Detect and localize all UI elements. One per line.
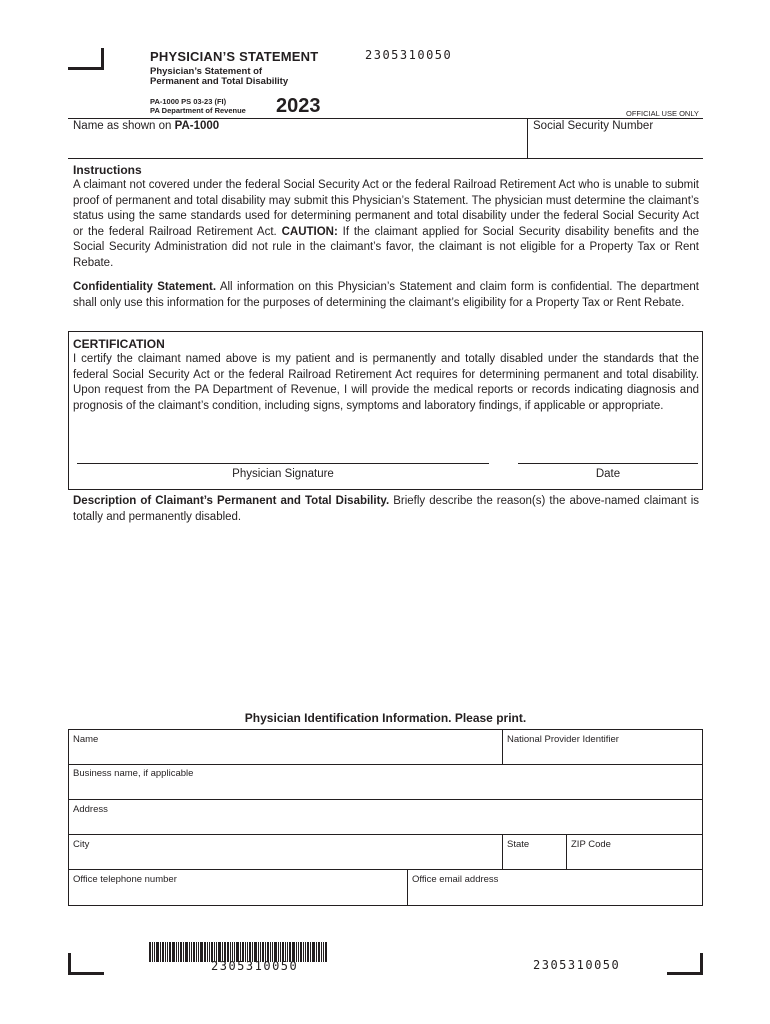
barcode-bar xyxy=(312,942,315,962)
barcode-bar xyxy=(323,942,324,962)
date-label: Date xyxy=(595,468,621,480)
row-rule-3 xyxy=(68,834,703,835)
barcode-bar xyxy=(160,942,161,962)
signature-line[interactable] xyxy=(77,463,489,464)
claimant-name-field[interactable] xyxy=(73,120,523,156)
barcode-bar xyxy=(178,942,179,962)
row-rule-2 xyxy=(68,799,703,800)
barcode-bar xyxy=(310,942,311,962)
description-label: Description of Claimant’s Permanent and Total Disability. xyxy=(73,495,390,507)
physician-name-field[interactable] xyxy=(73,734,498,762)
row-rule-1 xyxy=(68,764,703,765)
barcode-bar xyxy=(193,942,195,962)
claimant-row-bottom-rule xyxy=(68,158,703,159)
instructions-text: A claimant not covered under the federal Social Security Act or the federal Railroad Retirement Act who is unable to submit proof of permanent and total disability may submit this Physician’s Statement. The physician must determine the claimant’s status using the same standards used for determining permanent and total disability under the federal Social Security Act or the federal Railroad Retirement Act. xyxy=(73,179,699,238)
claimant-name-label-prefix: Name as shown on xyxy=(73,120,172,132)
certification-heading: CERTIFICATION xyxy=(73,337,165,351)
form-subtitle-line2: Permanent and Total Disability xyxy=(150,76,289,87)
office-phone-label: Office telephone number xyxy=(73,874,177,885)
registration-mark-top-left xyxy=(68,48,104,70)
caution-text: If the claimant applied for Social Security disability benefits and the Social Security Administration did not rule in the claimant’s favor, the claimant is not eligible for a Property Tax or Rent Rebate. xyxy=(73,225,699,269)
certification-body: I certify the claimant named above is my patient and is permanently and totally disabled under the standards that the federal Social Security Act or the federal Railroad Retirement Act requires for determining permanent and total disability. Upon request from the PA Department of Revenue, I will provide the medical reports or records indicating diagnosis and prognosis of the claimant’s condition, including signs, symptoms and laboratory findings, if applicable or appropriate. xyxy=(73,353,699,412)
description-text: Briefly describe the reason(s) the above-named claimant is totally and permanently disabled. xyxy=(73,495,699,523)
description-text-area[interactable] xyxy=(73,530,699,700)
confidentiality-text: All information on this Physician’s Statement and claim form is confidential. The department shall only use this information for the purposes of determining the claimant’s eligibility for a Property Tax or Rent Rebate. xyxy=(73,281,700,309)
npi-label: National Provider Identifier xyxy=(507,734,619,745)
barcode-bar xyxy=(316,942,317,962)
claimant-row-top-rule xyxy=(68,118,703,119)
barcode-bar xyxy=(191,942,192,962)
barcode-bar xyxy=(167,942,168,962)
claimant-name-label-form: PA-1000 xyxy=(174,120,220,132)
barcode-bar xyxy=(180,942,182,962)
scan-code-top: 2305310050 xyxy=(365,48,453,62)
state-zip-divider xyxy=(566,834,567,870)
registration-mark-bottom-right xyxy=(667,953,703,975)
office-email-field[interactable] xyxy=(412,874,699,902)
barcode-bar xyxy=(169,942,171,962)
scan-code-bottom: 2305310050 xyxy=(533,958,621,972)
registration-mark-bottom-left xyxy=(68,953,104,975)
state-label: State xyxy=(507,839,530,850)
barcode-bar xyxy=(300,942,302,962)
barcode-bar xyxy=(303,942,304,962)
department-name: PA Department of Revenue xyxy=(150,106,246,115)
barcode-bar xyxy=(185,942,188,962)
date-line[interactable] xyxy=(518,463,698,464)
form-title: PHYSICIAN’S STATEMENT xyxy=(150,49,319,64)
barcode-bar xyxy=(200,942,203,962)
address-field[interactable] xyxy=(73,804,699,832)
barcode-bar xyxy=(196,942,197,962)
form-id: PA-1000 PS 03-23 (FI) xyxy=(150,97,227,106)
barcode-bar xyxy=(305,942,306,962)
row-rule-4 xyxy=(68,869,703,870)
instructions-body xyxy=(73,178,699,272)
barcode-bar xyxy=(189,942,190,962)
barcode-text: 2305310050 xyxy=(211,959,299,973)
city-state-divider xyxy=(502,834,503,870)
barcode-bar xyxy=(207,942,208,962)
zip-code-label: ZIP Code xyxy=(571,839,611,850)
barcode-bar xyxy=(176,942,177,962)
claimant-ssn-label: Social Security Number xyxy=(533,120,654,132)
business-name-label: Business name, if applicable xyxy=(73,768,194,779)
barcode-bar xyxy=(183,942,184,962)
barcode-bar xyxy=(154,942,155,962)
barcode-bar xyxy=(156,942,159,962)
barcode-bar xyxy=(198,942,199,962)
physician-name-label: Name xyxy=(73,734,99,745)
tax-year: 2023 xyxy=(276,95,321,117)
barcode-bar xyxy=(149,942,151,962)
barcode-bar xyxy=(318,942,320,962)
barcode-bar xyxy=(307,942,309,962)
address-label: Address xyxy=(73,804,108,815)
claimant-ssn-field[interactable] xyxy=(533,120,701,156)
form-subtitle-line1: Physician’s Statement of xyxy=(150,66,263,77)
barcode-bar xyxy=(152,942,153,962)
phone-email-divider xyxy=(407,869,408,906)
office-phone-field[interactable] xyxy=(73,874,403,902)
npi-field[interactable] xyxy=(507,734,699,762)
business-name-field[interactable] xyxy=(73,768,699,796)
barcode-bar xyxy=(172,942,175,962)
disability-description xyxy=(73,494,699,525)
state-field[interactable] xyxy=(507,839,563,867)
confidentiality-label: Confidentiality Statement. xyxy=(73,281,217,293)
barcode-bar xyxy=(162,942,164,962)
city-label: City xyxy=(73,839,90,850)
barcode-bar xyxy=(325,942,327,962)
caution-label: CAUTION: xyxy=(281,225,338,238)
claimant-row-divider xyxy=(527,118,528,159)
instructions-heading: Instructions xyxy=(73,163,142,177)
zip-code-field[interactable] xyxy=(571,839,699,867)
barcode-bar xyxy=(165,942,166,962)
barcode-bar xyxy=(209,942,210,962)
barcode-bar xyxy=(204,942,206,962)
office-email-label: Office email address xyxy=(412,874,499,885)
official-use-label: OFFICIAL USE ONLY xyxy=(626,109,699,118)
confidentiality-statement xyxy=(73,280,699,311)
barcode-bar xyxy=(321,942,322,962)
physician-info-heading: Physician Identification Information. Please print. xyxy=(244,711,527,725)
name-npi-divider xyxy=(502,729,503,765)
city-field[interactable] xyxy=(73,839,498,867)
signature-label: Physician Signature xyxy=(232,468,334,480)
